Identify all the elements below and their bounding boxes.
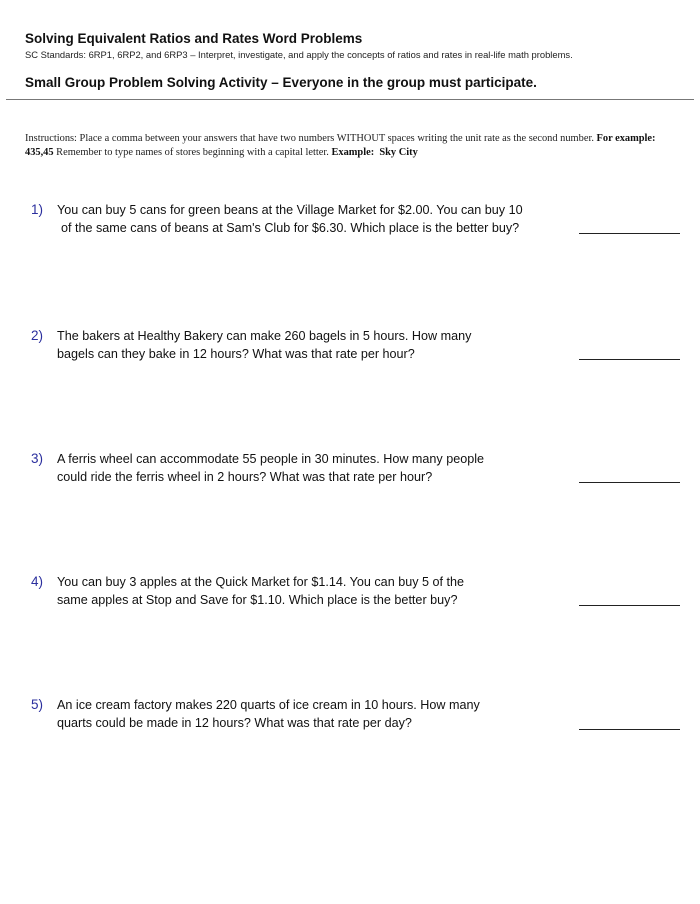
problem-2 bbox=[31, 327, 591, 363]
problem-text-line-1: An ice cream factory makes 220 quarts of ice cream in 10 hours. How many bbox=[57, 698, 480, 712]
problem-text-line-2: quarts could be made in 12 hours? What was that rate per day? bbox=[57, 716, 412, 730]
example-value: 435,45 bbox=[25, 147, 54, 158]
problem-text-line-2: of the same cans of beans at Sam's Club for $6.30. Which place is the better buy? bbox=[61, 221, 520, 235]
activity-heading: Small Group Problem Solving Activity – Everyone in the group must participate. bbox=[25, 75, 537, 90]
answer-blank-1[interactable] bbox=[579, 233, 680, 234]
problem-5 bbox=[31, 696, 591, 732]
problem-number: 4) bbox=[31, 574, 44, 589]
instructions-text-1: Instructions: Place a comma between your answers that have two numbers WITHOUT spaces writing the unit rate as the second number. bbox=[25, 133, 597, 144]
worksheet-title: Solving Equivalent Ratios and Rates Word Problems bbox=[25, 31, 363, 46]
problem-number: 3) bbox=[31, 451, 44, 466]
header-divider bbox=[6, 99, 694, 100]
problem-text-line-1: You can buy 3 apples at the Quick Market for $1.14. You can buy 5 of the bbox=[57, 575, 465, 589]
answer-blank-4[interactable] bbox=[579, 605, 680, 606]
problem-3 bbox=[31, 450, 591, 486]
problem-text-line-2: same apples at Stop and Save for $1.10. Which place is the better buy? bbox=[57, 593, 458, 607]
problem-4 bbox=[31, 573, 591, 609]
problem-1 bbox=[31, 201, 591, 237]
standards-line: SC Standards: 6RP1, 6RP2, and 6RP3 – Interpret, investigate, and apply the concepts of ratios and rates in real-life math problems. bbox=[25, 49, 573, 60]
problem-number: 5) bbox=[31, 697, 44, 712]
answer-blank-5[interactable] bbox=[579, 729, 680, 730]
problem-number: 2) bbox=[31, 328, 44, 343]
problem-text-line-1: You can buy 5 cans for green beans at the Village Market for $2.00. You can buy 10 bbox=[57, 203, 523, 217]
answer-blank-3[interactable] bbox=[579, 482, 680, 483]
problem-text-line-1: The bakers at Healthy Bakery can make 260 bagels in 5 hours. How many bbox=[57, 329, 472, 343]
problem-text-line-2: bagels can they bake in 12 hours? What was that rate per hour? bbox=[57, 347, 415, 361]
instructions-block bbox=[25, 132, 680, 160]
answer-blank-2[interactable] bbox=[579, 359, 680, 360]
problem-number: 1) bbox=[31, 202, 44, 217]
for-example-label: For example: bbox=[596, 133, 656, 144]
example-label: Example: bbox=[331, 147, 375, 158]
example-store: Sky City bbox=[379, 147, 418, 158]
problem-text-line-1: A ferris wheel can accommodate 55 people in 30 minutes. How many people bbox=[57, 452, 485, 466]
problem-text-line-2: could ride the ferris wheel in 2 hours? What was that rate per hour? bbox=[57, 470, 433, 484]
instructions-text-2: Remember to type names of stores beginning with a capital letter. bbox=[53, 147, 332, 158]
